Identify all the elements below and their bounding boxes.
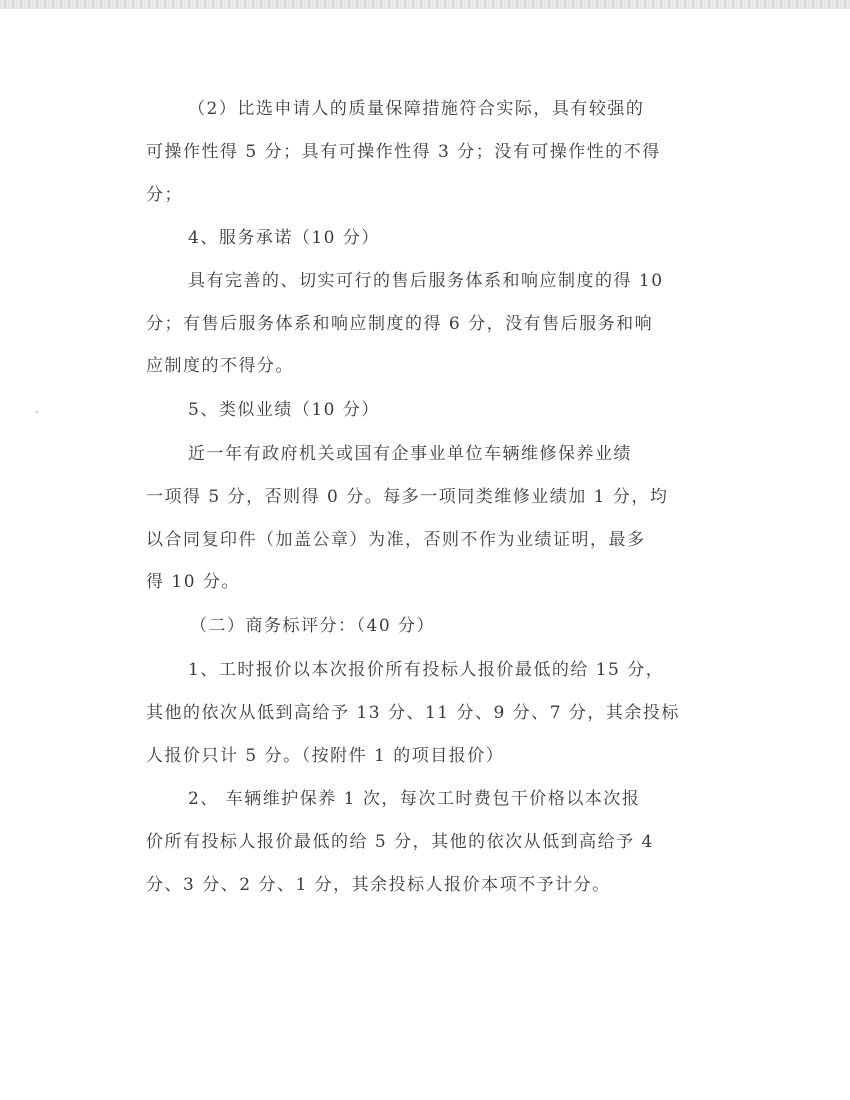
- paragraph-quality-line-2: 可操作性得 5 分；具有可操作性得 3 分；没有可操作性的不得: [146, 142, 661, 162]
- paragraph-maintenance-line-3: 分、3 分、2 分、1 分，其余投标人报价本项不予计分。: [146, 875, 611, 895]
- paragraph-performance-line-2: 一项得 5 分，否则得 0 分。每多一项同类维修业绩加 1 分，均: [146, 487, 669, 507]
- paragraph-performance-line-4: 得 10 分。: [146, 572, 240, 592]
- paragraph-service-line-2: 分；有售后服务体系和响应制度的得 6 分，没有售后服务和响: [146, 314, 654, 334]
- section-heading-performance: 5、类似业绩（10 分）: [188, 400, 380, 420]
- section-heading-service: 4、服务承诺（10 分）: [188, 228, 380, 248]
- paragraph-maintenance-line-2: 价所有投标人报价最低的给 5 分，其他的依次从低到高给予 4: [146, 832, 654, 852]
- paragraph-labor-quote-line-3: 人报价只计 5 分。（按附件 1 的项目报价）: [146, 746, 505, 766]
- paragraph-performance-line-3: 以合同复印件（加盖公章）为准，否则不作为业绩证明，最多: [146, 530, 646, 550]
- paragraph-service-line-1: 具有完善的、切实可行的售后服务体系和响应制度的得 10: [188, 271, 664, 291]
- paragraph-service-line-3: 应制度的不得分。: [146, 356, 294, 376]
- section-heading-commercial: （二）商务标评分：（40 分）: [190, 616, 436, 636]
- paragraph-quality-line-3: 分；: [146, 185, 183, 205]
- scan-speck: [36, 411, 38, 413]
- paragraph-maintenance-line-1: 2、 车辆维护保养 1 次，每次工时费包干价格以本次报: [188, 789, 641, 809]
- paragraph-labor-quote-line-2: 其他的依次从低到高给予 13 分、11 分、9 分、7 分，其余投标: [146, 703, 680, 723]
- paragraph-performance-line-1: 近一年有政府机关或国有企事业单位车辆维修保养业绩: [188, 444, 632, 464]
- paragraph-quality-line-1: （2）比选申请人的质量保障措施符合实际，具有较强的: [188, 99, 645, 119]
- paragraph-labor-quote-line-1: 1、工时报价以本次报价所有投标人报价最低的给 15 分，: [188, 660, 665, 680]
